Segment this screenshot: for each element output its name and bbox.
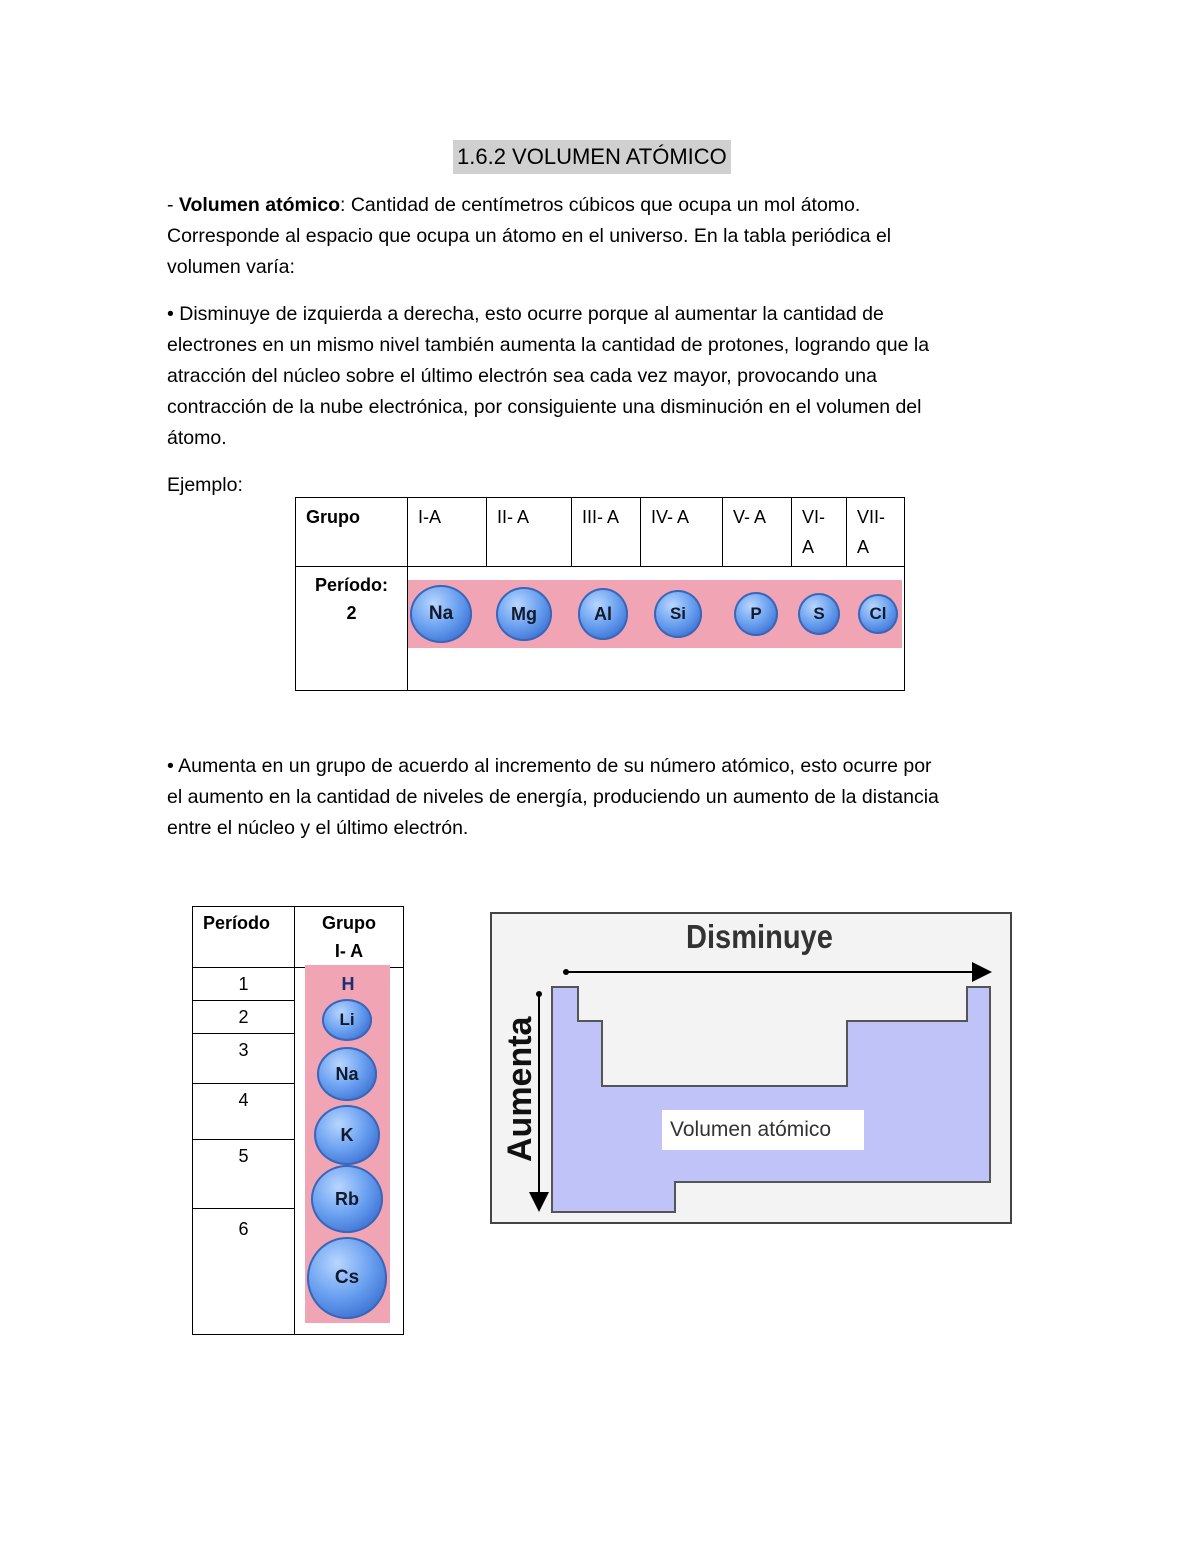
atom-cs: Cs <box>307 1237 387 1319</box>
group-cell: V- A <box>723 498 792 567</box>
atom-rb: Rb <box>311 1165 383 1233</box>
bullet-increase: • Aumenta en un grupo de acuerdo al incremento de su número atómico, esto ocurre por el aumento en la cantidad de niveles de energía, produciendo un aumento de la distancia entre el núcleo y el último electrón. <box>167 755 939 839</box>
atom-h: H <box>341 973 355 994</box>
group-header: Grupo <box>296 498 408 567</box>
atom-cl: Cl <box>858 594 898 634</box>
definition-paragraph <box>167 190 1037 283</box>
period-value: 2 <box>346 603 357 623</box>
group-cell: II- A <box>487 498 572 567</box>
group-cell: IV- A <box>641 498 723 567</box>
period-number: 5 <box>193 1140 295 1209</box>
atom-na: Na <box>410 585 472 643</box>
atom-p: P <box>734 592 778 636</box>
atom-na-group: Na <box>317 1047 377 1101</box>
atom-k: K <box>314 1105 380 1165</box>
period-header: Período: <box>314 575 388 595</box>
volume-trend-diagram <box>490 912 1012 1224</box>
period-number: 3 <box>193 1034 295 1084</box>
periodic-table-shape <box>552 987 990 1212</box>
atom-s: S <box>798 593 840 635</box>
atom-mg: Mg <box>496 587 552 641</box>
atom-li: Li <box>322 999 372 1041</box>
bullet-icon: • <box>167 303 174 325</box>
period-number: 1 <box>193 968 295 1001</box>
period-number: 4 <box>193 1084 295 1140</box>
definition-line-2: Corresponde al espacio que ocupa un átomo en el universo. En la tabla periódica el <box>167 225 892 247</box>
trend-diagram-graphic <box>492 914 1010 1222</box>
decrease-label: Disminuye <box>686 918 833 955</box>
period-header-cell <box>296 567 408 691</box>
group-cell: VII- A <box>847 498 905 567</box>
definition-line-3: volumen varía: <box>167 256 295 278</box>
atom-si: Si <box>654 590 702 638</box>
bullet-icon: • <box>167 755 174 777</box>
bullet-decrease: • Disminuye de izquierda a derecha, esto ocurre porque al aumentar la cantidad de electrones en un mismo nivel también aumenta la cantidad de protones, logrando que la atracción del núcleo sobre el último electrón sea cada vez mayor, provocando una contracción de la nube electrónica, por consiguiente una disminución en el volumen del átomo. <box>167 303 930 449</box>
page-title: 1.6.2 VOLUMEN ATÓMICO <box>453 140 731 174</box>
volume-label: Volumen atómico <box>662 1110 864 1150</box>
group-atom-strip <box>305 965 390 1323</box>
period-number: 6 <box>193 1209 295 1335</box>
group-cell: VI- A <box>792 498 847 567</box>
group-cell: III- A <box>572 498 641 567</box>
definition-line-1: - Volumen atómico: Cantidad de centímetros cúbicos que ocupa un mol átomo. <box>167 194 861 216</box>
example-label: Ejemplo: <box>167 474 243 496</box>
period-atom-strip <box>408 580 902 648</box>
atom-al: Al <box>578 588 628 640</box>
group-table-period-header: Período <box>193 907 295 968</box>
group-table-group-header: Grupo I- A <box>295 907 404 968</box>
group-cell: I-A <box>408 498 487 567</box>
definition-term: Volumen atómico <box>178 194 340 216</box>
period-number: 2 <box>193 1001 295 1034</box>
increase-label: Aumenta <box>501 1016 539 1162</box>
